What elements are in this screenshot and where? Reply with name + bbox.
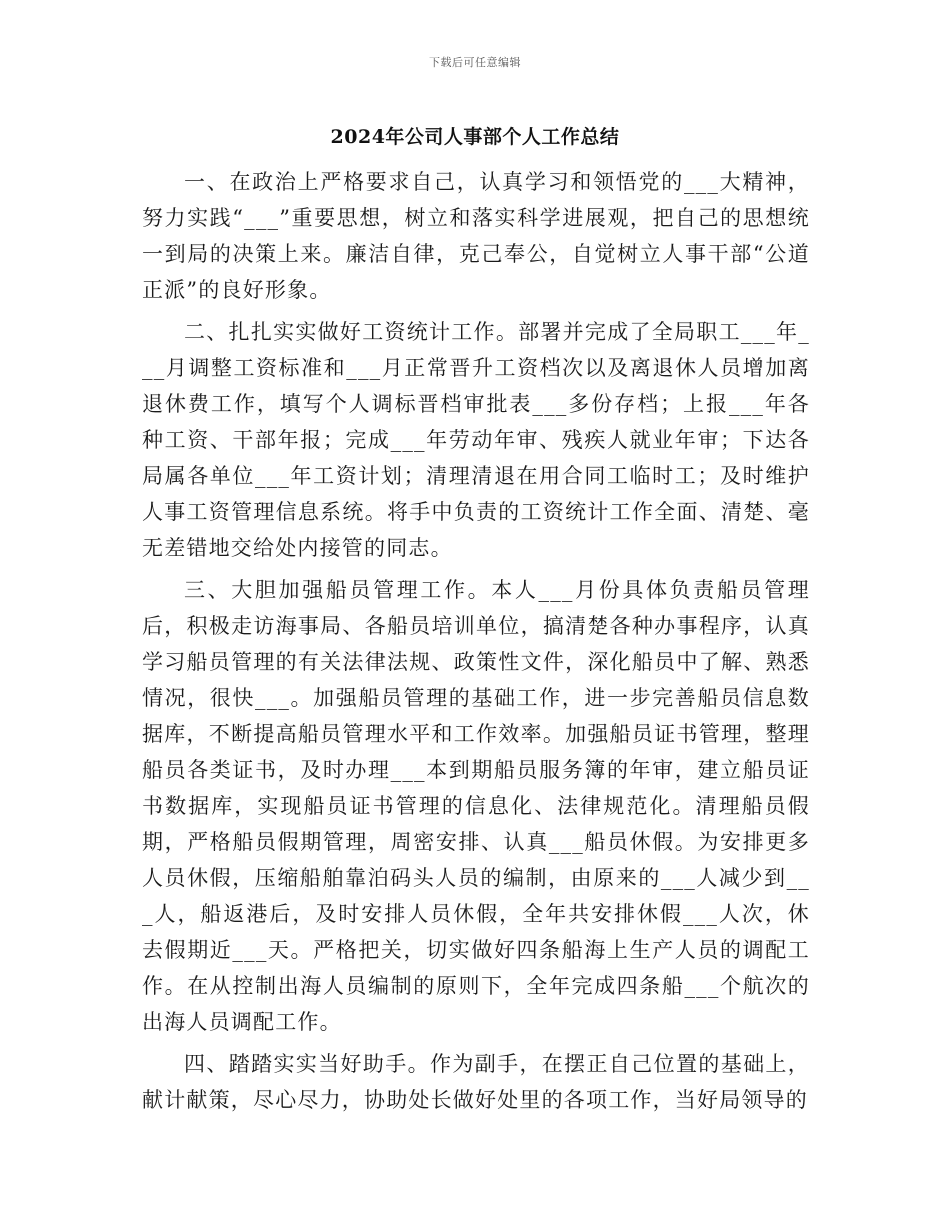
document-title: 2024年公司人事部个人工作总结 bbox=[330, 126, 620, 148]
paragraph-1: 一、在政治上严格要求自己，认真学习和领悟党的___大精神，努力实践“___”重要思想，树立和落实科学进展观，把自己的思想统一到局的决策上来。廉洁自律，克己奉公，自觉树立人事干部“公道正派”的良好形象。 bbox=[142, 170, 810, 302]
paragraph-4: 四、踏踏实实当好助手。作为副手，在摆正自己位置的基础上，献计献策，尽心尽力，协助处长做好处里的各项工作，当好局领导的 bbox=[142, 1052, 810, 1112]
header-note: 下载后可任意编辑 bbox=[429, 56, 521, 69]
paragraph-3: 三、大胆加强船员管理工作。本人___月份具体负责船员管理后，积极走访海事局、各船员培训单位，搞清楚各种办事程序，认真学习船员管理的有关法律法规、政策性文件，深化船员中了解、熟悉情况，很快___。加强船员管理的基础工作，进一步完善船员信息数据库，不断提高船员管理水平和工作效率。加强船员证书管理，整理船员各类证书，及时办理___本到期船员服务簿的年审，建立船员证书数据库，实现船员证书管理的信息化、法律规范化。清理船员假期，严格船员假期管理，周密安排、认真___船员休假。为安排更多人员休假，压缩船舶靠泊码头人员的编制，由原来的___人减少到___人，船返港后，及时安排人员休假，全年共安排休假___人次，休去假期近___天。严格把关，切实做好四条船海上生产人员的调配工作。在从控制出海人员编制的原则下，全年完成四条船___个航次的出海人员调配工作。 bbox=[142, 578, 810, 1034]
paragraph-2: 二、扎扎实实做好工资统计工作。部署并完成了全局职工___年___月调整工资标准和___月正常晋升工资档次以及离退休人员增加离退休费工作，填写个人调标晋档审批表___多份存档；上报___年各种工资、干部年报；完成___年劳动年审、残疾人就业年审；下达各局属各单位___年工资计划；清理清退在用合同工临时工；及时维护人事工资管理信息系统。将手中负责的工资统计工作全面、清楚、毫无差错地交给处内接管的同志。 bbox=[142, 320, 810, 560]
document-body bbox=[142, 164, 810, 1124]
